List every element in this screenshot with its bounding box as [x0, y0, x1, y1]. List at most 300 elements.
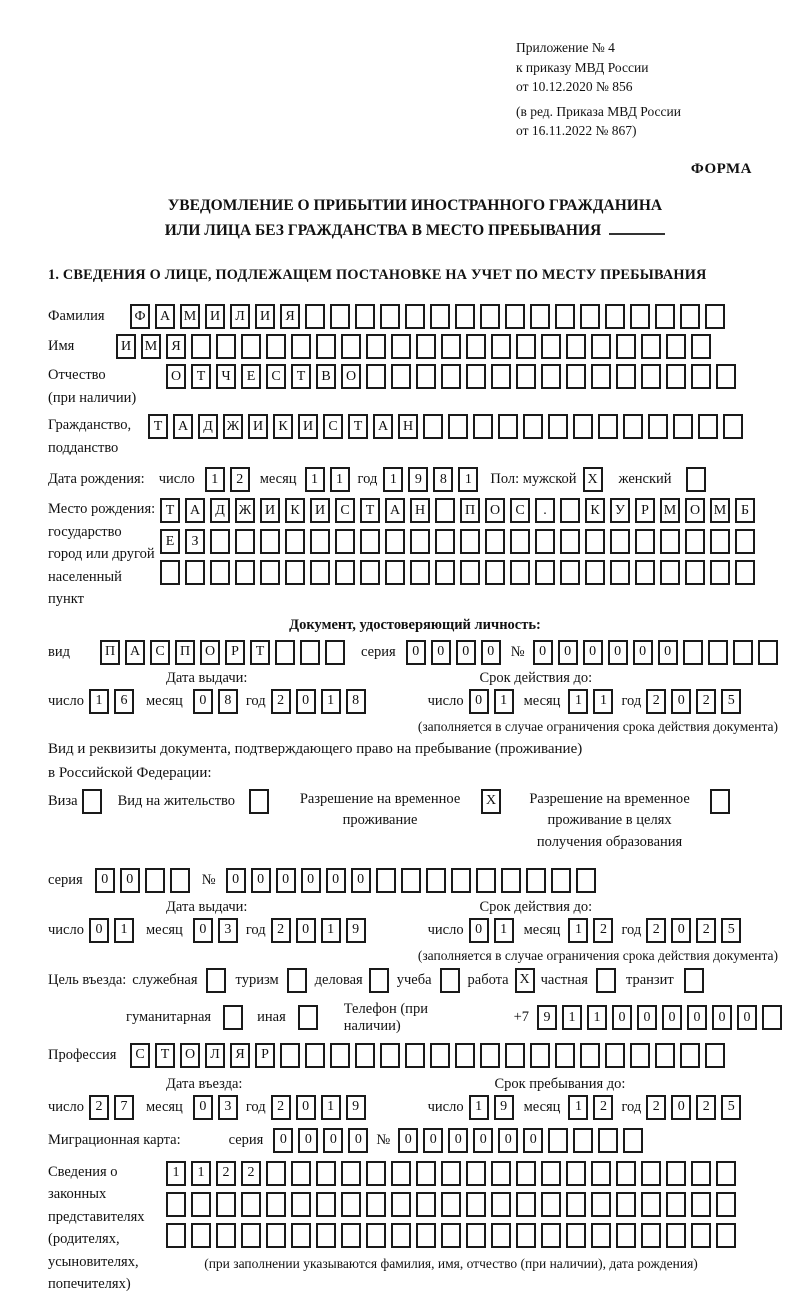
valid-year-cell[interactable]: 2	[646, 689, 666, 714]
profession-cell[interactable]: Т	[155, 1043, 175, 1068]
doc-series-cell[interactable]: 0	[481, 640, 501, 665]
surname-cell[interactable]: И	[205, 304, 225, 329]
representative-cell[interactable]: 1	[166, 1161, 186, 1186]
birthplace-cell[interactable]: П	[460, 498, 480, 523]
residence-number-cell[interactable]: 0	[276, 868, 296, 893]
profession-cell[interactable]	[605, 1043, 625, 1068]
birthplace-cell[interactable]: К	[585, 498, 605, 523]
representative-cell[interactable]	[316, 1192, 336, 1217]
birthplace-cell[interactable]	[735, 560, 755, 585]
residence-permit-checkbox-cell[interactable]	[249, 789, 269, 814]
citizenship-cell[interactable]	[673, 414, 693, 439]
birthplace-cell[interactable]	[485, 560, 505, 585]
representative-cell[interactable]	[416, 1223, 436, 1248]
transit-checkbox-cell[interactable]	[684, 968, 704, 993]
stay-year-cell[interactable]: 2	[646, 1095, 666, 1120]
residence-number-cell[interactable]: 0	[226, 868, 246, 893]
representative-cell[interactable]	[291, 1192, 311, 1217]
birth-year-cell[interactable]: 1	[383, 467, 403, 492]
doc-series-cell[interactable]: 0	[431, 640, 451, 665]
residence-series-cell[interactable]	[145, 868, 165, 893]
residence-number-cell[interactable]	[501, 868, 521, 893]
representative-cell[interactable]	[516, 1223, 536, 1248]
profession-cell[interactable]	[355, 1043, 375, 1068]
firstname-cell[interactable]: М	[141, 334, 161, 359]
patronymic-cell[interactable]	[716, 364, 736, 389]
patronymic-cell[interactable]: В	[316, 364, 336, 389]
profession-cell[interactable]	[680, 1043, 700, 1068]
migration-number-cell[interactable]	[598, 1128, 618, 1153]
representative-cell[interactable]	[641, 1161, 661, 1186]
patronymic-cell[interactable]	[641, 364, 661, 389]
doc-kind-cell[interactable]: П	[100, 640, 120, 665]
representative-cell[interactable]: 2	[241, 1161, 261, 1186]
representative-cell[interactable]	[716, 1192, 736, 1217]
residence-number-cell[interactable]	[476, 868, 496, 893]
valid-month-cell[interactable]: 1	[593, 689, 613, 714]
phone-digit-cell[interactable]: 0	[662, 1005, 682, 1030]
valid-year-cell[interactable]: 5	[721, 918, 741, 943]
firstname-cell[interactable]	[641, 334, 661, 359]
birthplace-cell[interactable]: С	[510, 498, 530, 523]
firstname-cell[interactable]	[541, 334, 561, 359]
firstname-cell[interactable]	[616, 334, 636, 359]
birth-day-cell[interactable]: 1	[205, 467, 225, 492]
birthplace-cell[interactable]: Р	[635, 498, 655, 523]
citizenship-cell[interactable]: К	[273, 414, 293, 439]
representative-cell[interactable]	[441, 1223, 461, 1248]
representative-cell[interactable]	[491, 1161, 511, 1186]
representative-cell[interactable]	[416, 1161, 436, 1186]
issue-year-cell[interactable]: 9	[346, 918, 366, 943]
migration-number-cell[interactable]: 0	[498, 1128, 518, 1153]
birthplace-cell[interactable]	[710, 529, 730, 554]
patronymic-cell[interactable]	[566, 364, 586, 389]
birthplace-cell[interactable]	[310, 560, 330, 585]
citizenship-cell[interactable]	[623, 414, 643, 439]
representative-cell[interactable]	[666, 1223, 686, 1248]
doc-number-cell[interactable]	[708, 640, 728, 665]
doc-kind-cell[interactable]: С	[150, 640, 170, 665]
firstname-cell[interactable]	[391, 334, 411, 359]
surname-cell[interactable]: Л	[230, 304, 250, 329]
stay-month-cell[interactable]: 1	[568, 1095, 588, 1120]
birthplace-cell[interactable]	[510, 560, 530, 585]
surname-cell[interactable]	[605, 304, 625, 329]
doc-number-cell[interactable]: 0	[658, 640, 678, 665]
profession-cell[interactable]: С	[130, 1043, 150, 1068]
issue-month-cell[interactable]: 0	[193, 918, 213, 943]
profession-cell[interactable]	[405, 1043, 425, 1068]
citizenship-cell[interactable]: И	[298, 414, 318, 439]
doc-number-cell[interactable]	[733, 640, 753, 665]
birthplace-cell[interactable]	[235, 529, 255, 554]
business-checkbox-cell[interactable]	[369, 968, 389, 993]
representative-cell[interactable]	[516, 1161, 536, 1186]
birthplace-cell[interactable]	[510, 529, 530, 554]
issue-month-cell[interactable]: 0	[193, 689, 213, 714]
patronymic-cell[interactable]	[541, 364, 561, 389]
birthplace-cell[interactable]: А	[385, 498, 405, 523]
doc-kind-cell[interactable]: П	[175, 640, 195, 665]
issue-year-cell[interactable]: 2	[271, 689, 291, 714]
male-checkbox-cell[interactable]: X	[583, 467, 603, 492]
citizenship-cell[interactable]: Н	[398, 414, 418, 439]
doc-number-cell[interactable]	[683, 640, 703, 665]
birthplace-cell[interactable]: А	[185, 498, 205, 523]
doc-number-cell[interactable]	[758, 640, 778, 665]
representative-cell[interactable]	[641, 1192, 661, 1217]
profession-cell[interactable]: О	[180, 1043, 200, 1068]
valid-year-cell[interactable]: 2	[696, 918, 716, 943]
representative-cell[interactable]	[541, 1223, 561, 1248]
valid-month-cell[interactable]: 1	[568, 689, 588, 714]
patronymic-cell[interactable]	[491, 364, 511, 389]
representative-cell[interactable]	[166, 1223, 186, 1248]
valid-month-cell[interactable]: 1	[568, 918, 588, 943]
representative-cell[interactable]	[266, 1223, 286, 1248]
entry-month-cell[interactable]: 3	[218, 1095, 238, 1120]
patronymic-cell[interactable]	[416, 364, 436, 389]
birthplace-cell[interactable]	[485, 529, 505, 554]
representative-cell[interactable]	[416, 1192, 436, 1217]
birthplace-cell[interactable]	[535, 529, 555, 554]
profession-cell[interactable]	[480, 1043, 500, 1068]
birthplace-cell[interactable]	[635, 529, 655, 554]
visa-checkbox-cell[interactable]	[82, 789, 102, 814]
citizenship-cell[interactable]: С	[323, 414, 343, 439]
firstname-cell[interactable]	[466, 334, 486, 359]
issue-year-cell[interactable]: 8	[346, 689, 366, 714]
surname-cell[interactable]	[430, 304, 450, 329]
profession-cell[interactable]	[430, 1043, 450, 1068]
firstname-cell[interactable]	[366, 334, 386, 359]
citizenship-cell[interactable]	[448, 414, 468, 439]
profession-cell[interactable]	[330, 1043, 350, 1068]
surname-cell[interactable]	[580, 304, 600, 329]
stay-year-cell[interactable]: 2	[696, 1095, 716, 1120]
issue-year-cell[interactable]: 1	[321, 918, 341, 943]
patronymic-cell[interactable]: С	[266, 364, 286, 389]
profession-cell[interactable]	[630, 1043, 650, 1068]
representative-cell[interactable]	[566, 1223, 586, 1248]
representative-cell[interactable]	[491, 1223, 511, 1248]
representative-cell[interactable]	[266, 1192, 286, 1217]
birthplace-cell[interactable]	[435, 560, 455, 585]
work-checkbox-cell[interactable]: X	[515, 968, 535, 993]
birthplace-cell[interactable]: О	[685, 498, 705, 523]
valid-year-cell[interactable]: 0	[671, 689, 691, 714]
birthplace-cell[interactable]: Т	[160, 498, 180, 523]
residence-number-cell[interactable]: 0	[301, 868, 321, 893]
birthplace-cell[interactable]	[560, 529, 580, 554]
phone-digit-cell[interactable]: 0	[687, 1005, 707, 1030]
migration-series-cell[interactable]: 0	[348, 1128, 368, 1153]
birthplace-cell[interactable]: Е	[160, 529, 180, 554]
firstname-cell[interactable]	[591, 334, 611, 359]
entry-year-cell[interactable]: 2	[271, 1095, 291, 1120]
birthplace-cell[interactable]	[335, 529, 355, 554]
issue-year-cell[interactable]: 0	[296, 689, 316, 714]
citizenship-cell[interactable]	[598, 414, 618, 439]
representative-cell[interactable]	[191, 1223, 211, 1248]
representative-cell[interactable]	[391, 1192, 411, 1217]
profession-cell[interactable]	[655, 1043, 675, 1068]
citizenship-cell[interactable]: Т	[148, 414, 168, 439]
representative-cell[interactable]	[591, 1223, 611, 1248]
birthplace-cell[interactable]: М	[710, 498, 730, 523]
migration-number-cell[interactable]	[573, 1128, 593, 1153]
representative-cell[interactable]	[391, 1223, 411, 1248]
birthplace-cell[interactable]: К	[285, 498, 305, 523]
representative-cell[interactable]	[316, 1161, 336, 1186]
doc-number-cell[interactable]: 0	[583, 640, 603, 665]
birthplace-cell[interactable]	[310, 529, 330, 554]
birthplace-cell[interactable]	[435, 529, 455, 554]
birthplace-cell[interactable]	[285, 560, 305, 585]
representative-cell[interactable]	[516, 1192, 536, 1217]
profession-cell[interactable]: Я	[230, 1043, 250, 1068]
doc-kind-cell[interactable]	[275, 640, 295, 665]
patronymic-cell[interactable]	[466, 364, 486, 389]
representative-cell[interactable]	[691, 1161, 711, 1186]
other-checkbox-cell[interactable]	[298, 1005, 318, 1030]
valid-month-cell[interactable]: 2	[593, 918, 613, 943]
representative-cell[interactable]	[566, 1161, 586, 1186]
birthplace-cell[interactable]: Ж	[235, 498, 255, 523]
birthplace-cell[interactable]	[360, 560, 380, 585]
birthplace-cell[interactable]	[460, 529, 480, 554]
representative-cell[interactable]	[441, 1161, 461, 1186]
birthplace-cell[interactable]	[585, 560, 605, 585]
representative-cell[interactable]	[466, 1161, 486, 1186]
representative-cell[interactable]	[691, 1223, 711, 1248]
residence-number-cell[interactable]	[451, 868, 471, 893]
firstname-cell[interactable]	[191, 334, 211, 359]
representative-cell[interactable]	[566, 1192, 586, 1217]
valid-day-cell[interactable]: 0	[469, 918, 489, 943]
doc-number-cell[interactable]: 0	[533, 640, 553, 665]
patronymic-cell[interactable]: Е	[241, 364, 261, 389]
representative-cell[interactable]	[341, 1192, 361, 1217]
birthplace-cell[interactable]	[610, 529, 630, 554]
firstname-cell[interactable]: И	[116, 334, 136, 359]
residence-number-cell[interactable]	[376, 868, 396, 893]
migration-number-cell[interactable]	[623, 1128, 643, 1153]
surname-cell[interactable]	[355, 304, 375, 329]
residence-series-cell[interactable]	[170, 868, 190, 893]
birthplace-cell[interactable]	[560, 560, 580, 585]
representative-cell[interactable]	[466, 1192, 486, 1217]
patronymic-cell[interactable]	[666, 364, 686, 389]
birthplace-cell[interactable]	[210, 529, 230, 554]
citizenship-cell[interactable]	[473, 414, 493, 439]
migration-series-cell[interactable]: 0	[323, 1128, 343, 1153]
representative-cell[interactable]: 1	[191, 1161, 211, 1186]
private-checkbox-cell[interactable]	[596, 968, 616, 993]
citizenship-cell[interactable]: Т	[348, 414, 368, 439]
birth-year-cell[interactable]: 1	[458, 467, 478, 492]
birthplace-cell[interactable]: Н	[410, 498, 430, 523]
phone-digit-cell[interactable]: 1	[562, 1005, 582, 1030]
birth-year-cell[interactable]: 8	[433, 467, 453, 492]
issue-year-cell[interactable]: 0	[296, 918, 316, 943]
residence-number-cell[interactable]	[401, 868, 421, 893]
birthplace-cell[interactable]: Д	[210, 498, 230, 523]
birthplace-cell[interactable]	[335, 560, 355, 585]
phone-digit-cell[interactable]	[762, 1005, 782, 1030]
entry-month-cell[interactable]: 0	[193, 1095, 213, 1120]
citizenship-cell[interactable]	[698, 414, 718, 439]
female-checkbox-cell[interactable]	[686, 467, 706, 492]
patronymic-cell[interactable]	[616, 364, 636, 389]
birthplace-cell[interactable]: С	[335, 498, 355, 523]
firstname-cell[interactable]	[241, 334, 261, 359]
firstname-cell[interactable]	[316, 334, 336, 359]
entry-year-cell[interactable]: 0	[296, 1095, 316, 1120]
firstname-cell[interactable]	[416, 334, 436, 359]
birth-month-cell[interactable]: 1	[330, 467, 350, 492]
birthplace-cell[interactable]	[210, 560, 230, 585]
firstname-cell[interactable]	[341, 334, 361, 359]
doc-kind-cell[interactable]	[300, 640, 320, 665]
birthplace-cell[interactable]: У	[610, 498, 630, 523]
doc-kind-cell[interactable]: Т	[250, 640, 270, 665]
patronymic-cell[interactable]: Т	[291, 364, 311, 389]
phone-digit-cell[interactable]: 9	[537, 1005, 557, 1030]
phone-digit-cell[interactable]: 1	[587, 1005, 607, 1030]
surname-cell[interactable]	[555, 304, 575, 329]
entry-day-cell[interactable]: 2	[89, 1095, 109, 1120]
valid-year-cell[interactable]: 5	[721, 689, 741, 714]
representative-cell[interactable]	[691, 1192, 711, 1217]
valid-year-cell[interactable]: 0	[671, 918, 691, 943]
profession-cell[interactable]: Л	[205, 1043, 225, 1068]
doc-kind-cell[interactable]: А	[125, 640, 145, 665]
representative-cell[interactable]	[366, 1223, 386, 1248]
doc-number-cell[interactable]: 0	[608, 640, 628, 665]
birthplace-cell[interactable]	[385, 529, 405, 554]
patronymic-cell[interactable]: Т	[191, 364, 211, 389]
surname-cell[interactable]	[305, 304, 325, 329]
surname-cell[interactable]	[530, 304, 550, 329]
citizenship-cell[interactable]	[523, 414, 543, 439]
birthplace-cell[interactable]	[360, 529, 380, 554]
representative-cell[interactable]	[166, 1192, 186, 1217]
surname-cell[interactable]	[630, 304, 650, 329]
surname-cell[interactable]	[655, 304, 675, 329]
representative-cell[interactable]	[541, 1161, 561, 1186]
residence-series-cell[interactable]: 0	[95, 868, 115, 893]
surname-cell[interactable]: Ф	[130, 304, 150, 329]
surname-cell[interactable]	[505, 304, 525, 329]
profession-cell[interactable]	[380, 1043, 400, 1068]
patronymic-cell[interactable]: О	[166, 364, 186, 389]
birthplace-cell[interactable]: И	[260, 498, 280, 523]
representative-cell[interactable]	[316, 1223, 336, 1248]
representative-cell[interactable]	[366, 1192, 386, 1217]
residence-number-cell[interactable]	[551, 868, 571, 893]
stay-month-cell[interactable]: 2	[593, 1095, 613, 1120]
profession-cell[interactable]	[505, 1043, 525, 1068]
issue-month-cell[interactable]: 3	[218, 918, 238, 943]
patronymic-cell[interactable]: О	[341, 364, 361, 389]
birthplace-cell[interactable]	[560, 498, 580, 523]
birthplace-cell[interactable]: М	[660, 498, 680, 523]
patronymic-cell[interactable]	[691, 364, 711, 389]
representative-cell[interactable]	[341, 1223, 361, 1248]
birthplace-cell[interactable]	[735, 529, 755, 554]
representative-cell[interactable]	[366, 1161, 386, 1186]
representative-cell[interactable]: 2	[216, 1161, 236, 1186]
citizenship-cell[interactable]: И	[248, 414, 268, 439]
valid-day-cell[interactable]: 1	[494, 918, 514, 943]
representative-cell[interactable]	[541, 1192, 561, 1217]
birthplace-cell[interactable]	[410, 560, 430, 585]
birthplace-cell[interactable]	[410, 529, 430, 554]
profession-cell[interactable]	[305, 1043, 325, 1068]
birthplace-cell[interactable]: О	[485, 498, 505, 523]
representative-cell[interactable]	[216, 1223, 236, 1248]
birthplace-cell[interactable]	[185, 560, 205, 585]
birthplace-cell[interactable]	[260, 529, 280, 554]
residence-number-cell[interactable]	[576, 868, 596, 893]
patronymic-cell[interactable]	[441, 364, 461, 389]
birthplace-cell[interactable]	[660, 529, 680, 554]
surname-cell[interactable]: А	[155, 304, 175, 329]
firstname-cell[interactable]	[291, 334, 311, 359]
representative-cell[interactable]	[466, 1223, 486, 1248]
birthplace-cell[interactable]	[685, 560, 705, 585]
birthplace-cell[interactable]	[460, 560, 480, 585]
birthplace-cell[interactable]: И	[310, 498, 330, 523]
temp-residence-checkbox-cell[interactable]: X	[481, 789, 501, 814]
representative-cell[interactable]	[241, 1223, 261, 1248]
phone-digit-cell[interactable]: 0	[612, 1005, 632, 1030]
residence-number-cell[interactable]	[426, 868, 446, 893]
migration-number-cell[interactable]	[548, 1128, 568, 1153]
citizenship-cell[interactable]	[723, 414, 743, 439]
representative-cell[interactable]	[591, 1192, 611, 1217]
firstname-cell[interactable]	[266, 334, 286, 359]
birth-day-cell[interactable]: 2	[230, 467, 250, 492]
representative-cell[interactable]	[616, 1161, 636, 1186]
doc-kind-cell[interactable]: Р	[225, 640, 245, 665]
representative-cell[interactable]	[391, 1161, 411, 1186]
birthplace-cell[interactable]	[610, 560, 630, 585]
humanitarian-checkbox-cell[interactable]	[223, 1005, 243, 1030]
representative-cell[interactable]	[291, 1223, 311, 1248]
valid-year-cell[interactable]: 2	[696, 689, 716, 714]
citizenship-cell[interactable]: Ж	[223, 414, 243, 439]
migration-series-cell[interactable]: 0	[273, 1128, 293, 1153]
representative-cell[interactable]	[591, 1161, 611, 1186]
patronymic-cell[interactable]	[366, 364, 386, 389]
phone-digit-cell[interactable]: 0	[737, 1005, 757, 1030]
representative-cell[interactable]	[641, 1223, 661, 1248]
patronymic-cell[interactable]	[591, 364, 611, 389]
firstname-cell[interactable]	[216, 334, 236, 359]
citizenship-cell[interactable]	[648, 414, 668, 439]
profession-cell[interactable]	[455, 1043, 475, 1068]
entry-day-cell[interactable]: 7	[114, 1095, 134, 1120]
birthplace-cell[interactable]: З	[185, 529, 205, 554]
patronymic-cell[interactable]: Ч	[216, 364, 236, 389]
firstname-cell[interactable]	[566, 334, 586, 359]
citizenship-cell[interactable]: А	[173, 414, 193, 439]
surname-cell[interactable]	[405, 304, 425, 329]
doc-series-cell[interactable]: 0	[456, 640, 476, 665]
